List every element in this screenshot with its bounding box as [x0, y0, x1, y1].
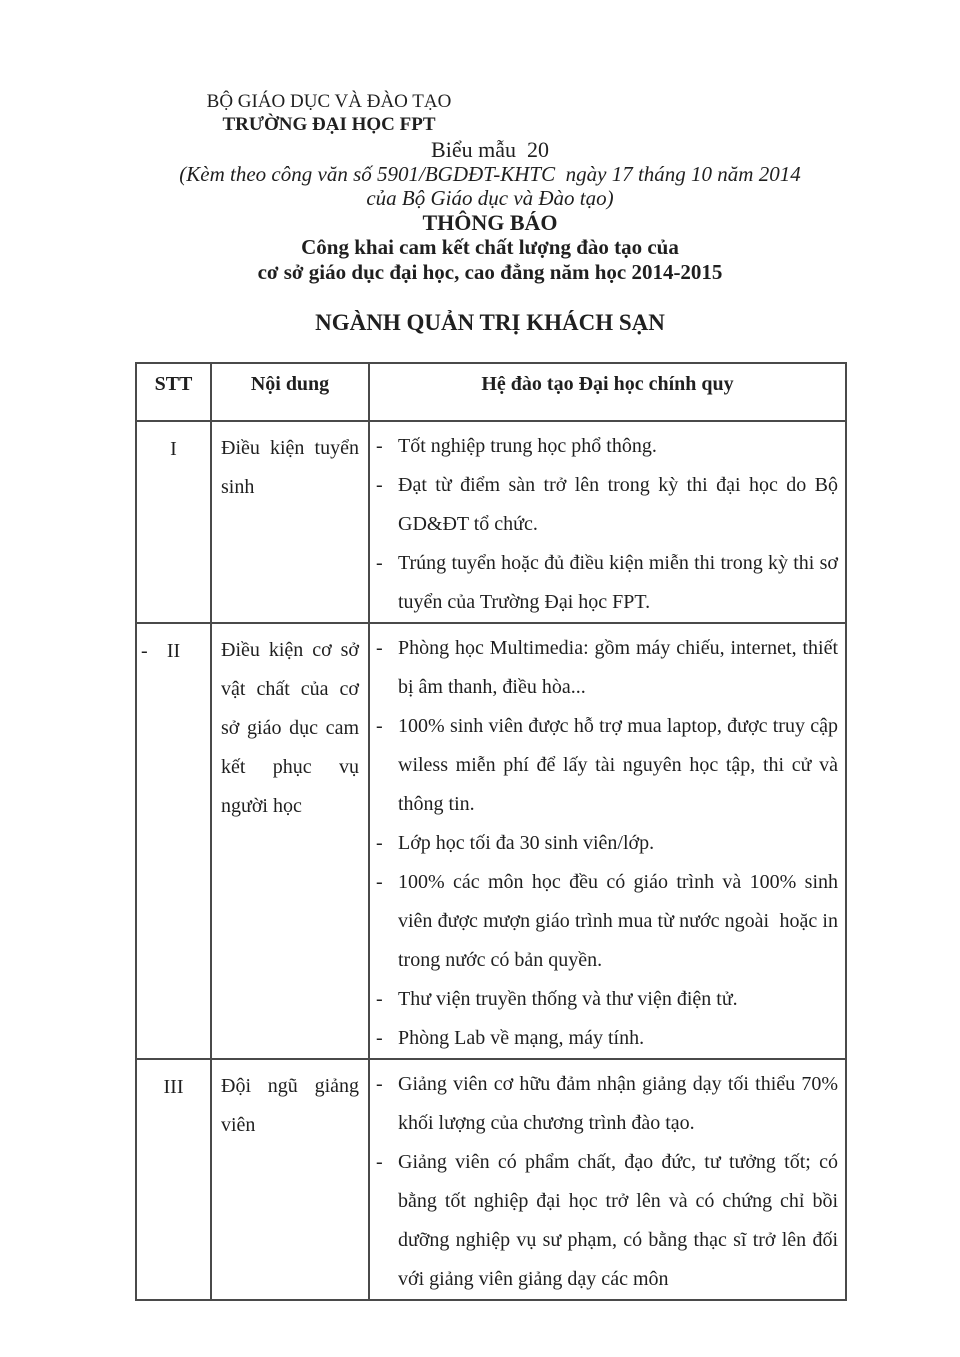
bullet-text: Trúng tuyển hoặc đủ điều kiện miễn thi trong kỳ thi sơ tuyển của Trường Đại học FPT.	[398, 552, 838, 613]
bullet-dash: -	[376, 637, 383, 659]
content-cell	[369, 623, 846, 1059]
bullet-text: Giảng viên có phẩm chất, đạo đức, tư tưởng tốt; có bằng tốt nghiệp đại học trở lên và có chứng chỉ bồi dưỡng nghiệp vụ sư phạm, có bằng thạc sĩ trở lên đối với giảng viên giảng dạy các môn	[398, 1151, 838, 1290]
bullet-text: Lớp học tối đa 30 sinh viên/lớp.	[398, 832, 655, 854]
bullet-item	[370, 824, 838, 863]
university-name: TRƯỜNG ĐẠI HỌC FPT	[222, 114, 436, 135]
table-row	[136, 1059, 846, 1300]
noi-dung-cell: Đội ngũ giảng viên	[211, 1059, 369, 1300]
bullet-item	[370, 427, 838, 466]
bullet-dash: -	[376, 988, 383, 1010]
bullet-dash: -	[376, 832, 383, 854]
major-title: NGÀNH QUẢN TRỊ KHÁCH SẠN	[315, 310, 665, 335]
attachment-line-2: của Bộ Giáo dục và Đào tạo)	[366, 186, 614, 210]
bullet-item	[370, 1065, 838, 1143]
bullet-item	[370, 466, 838, 544]
content-cell	[369, 421, 846, 623]
attachment-line-1: (Kèm theo công văn số 5901/BGDĐT-KHTC ngày 17 tháng 10 năm 2014	[179, 162, 801, 186]
stt-cell	[136, 623, 211, 1059]
bullet-dash: -	[376, 552, 383, 574]
bullet-item	[370, 544, 838, 622]
header-cell-he-dao-tao: Hệ đào tạo Đại học chính quy	[369, 363, 846, 421]
bullet-text: Phòng Lab về mạng, máy tính.	[398, 1027, 645, 1049]
bullet-item	[370, 863, 838, 980]
stt-prefix: -	[141, 640, 148, 662]
bullet-text: 100% sinh viên được hỗ trợ mua laptop, được truy cập wiless miễn phí để lấy tài nguyên học tập, thi cử và thông tin.	[398, 715, 838, 815]
bullet-item	[370, 1019, 838, 1058]
noi-dung-cell: Điều kiện cơ sở vật chất của cơ sở giáo dục cam kết phục vụ người học	[211, 623, 369, 1059]
bullet-text: Giảng viên cơ hữu đảm nhận giảng dạy tối thiểu 70% khối lượng của chương trình đào tạo.	[398, 1073, 838, 1134]
notice-subtitle-1: Công khai cam kết chất lượng đào tạo của	[301, 235, 679, 259]
bullet-text: 100% các môn học đều có giáo trình và 100% sinh viên được mượn giáo trình mua từ nước ngoài hoặc in trong nước có bản quyền.	[398, 871, 838, 971]
bullet-item	[370, 707, 838, 824]
header-cell-stt: STT	[136, 363, 211, 421]
bullet-text: Phòng học Multimedia: gồm máy chiếu, internet, thiết bị âm thanh, điều hòa...	[398, 637, 838, 698]
stt-cell	[136, 1059, 211, 1300]
stt-number: II	[166, 640, 181, 662]
bullet-dash: -	[376, 1073, 383, 1095]
bullet-dash: -	[376, 715, 383, 737]
table-row	[136, 623, 846, 1059]
bullet-item	[370, 980, 838, 1019]
heading-block	[130, 137, 850, 336]
commitment-table	[135, 362, 847, 1301]
bullet-text: Đạt từ điểm sàn trở lên trong kỳ thi đại học do Bộ GD&ĐT tổ chức.	[398, 474, 838, 535]
bullet-dash: -	[376, 1027, 383, 1049]
notice-title: THÔNG BÁO	[422, 210, 558, 235]
table-header-row	[136, 363, 846, 421]
bullet-text: Tốt nghiệp trung học phổ thông.	[398, 435, 657, 457]
header-cell-noi-dung: Nội dung	[211, 363, 369, 421]
notice-subtitle-2: cơ sở giáo dục đại học, cao đẳng năm học 2014-2015	[257, 260, 723, 284]
stt-number: I	[170, 438, 177, 460]
stt-cell	[136, 421, 211, 623]
bullet-text: Thư viện truyền thống và thư viện điện tử.	[398, 988, 738, 1010]
stt-number: III	[163, 1076, 184, 1098]
bullet-item	[370, 1143, 838, 1299]
bullet-item	[370, 629, 838, 707]
table-row	[136, 421, 846, 623]
noi-dung-cell: Điều kiện tuyển sinh	[211, 421, 369, 623]
bullet-dash: -	[376, 474, 383, 496]
form-label: Biểu mẫu 20	[431, 137, 549, 162]
bullet-dash: -	[376, 1151, 383, 1173]
org-block	[130, 90, 528, 136]
content-cell	[369, 1059, 846, 1300]
bullet-dash: -	[376, 435, 383, 457]
ministry-name: BỘ GIÁO DỤC VÀ ĐÀO TẠO	[206, 91, 452, 112]
bullet-dash: -	[376, 871, 383, 893]
